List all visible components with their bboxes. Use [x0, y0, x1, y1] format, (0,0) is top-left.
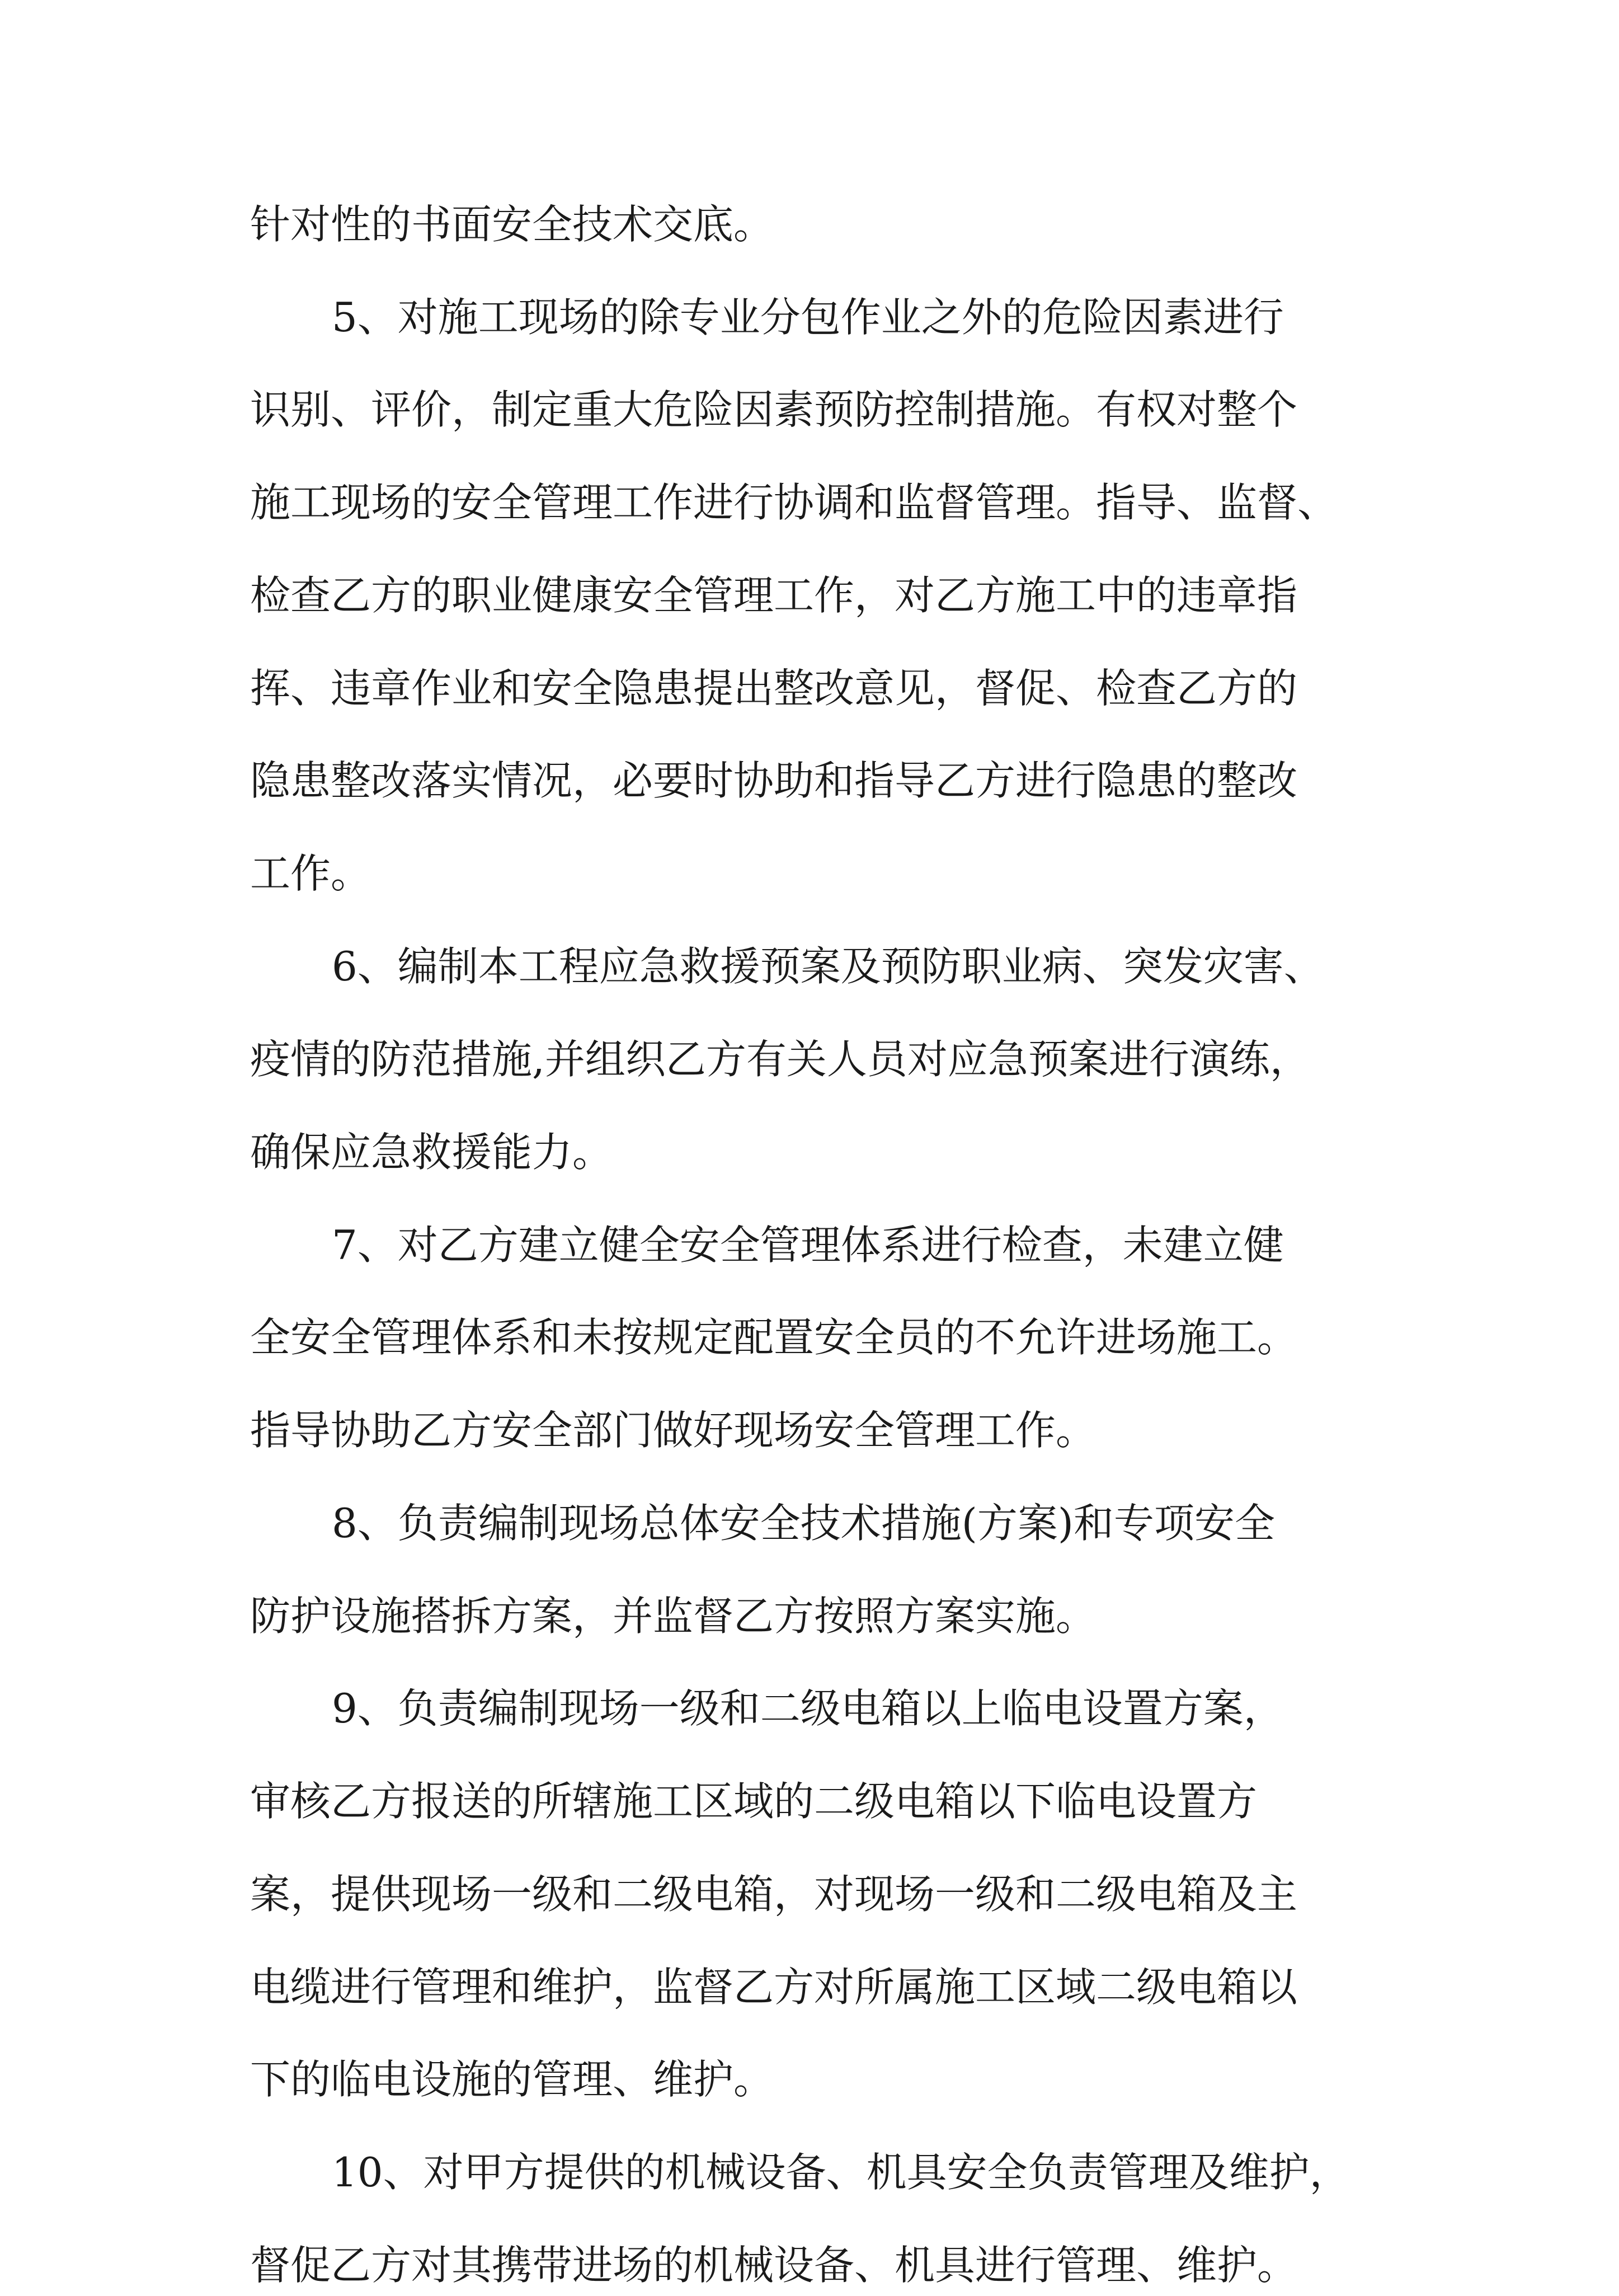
text-line [0, 1771, 1619, 1832]
line-text: 7、对乙方建立健全安全管理体系进行检查，未建立健 [332, 1222, 1284, 1269]
text-line [0, 379, 1619, 440]
line-text: 全安全管理体系和未按规定配置安全员的不允许进场施工。 [250, 1314, 1298, 1361]
line-text: 识别、评价，制定重大危险因素预防控制措施。有权对整个 [250, 386, 1298, 433]
text-line [0, 1307, 1619, 1368]
line-text: 针对性的书面安全技术交底。 [250, 201, 774, 248]
text-line [0, 750, 1619, 811]
line-text: 确保应急救援能力。 [250, 1129, 613, 1176]
text-line [0, 1121, 1619, 1183]
line-text: 施工现场的安全管理工作进行协调和监督管理。指导、监督、 [250, 479, 1338, 526]
text-line [0, 194, 1619, 255]
text-line [0, 2234, 1619, 2290]
text-line [0, 1029, 1619, 1090]
line-text: 案，提供现场一级和二级电箱，对现场一级和二级电箱及主 [250, 1871, 1298, 1918]
line-text: 防护设施搭拆方案，并监督乙方按照方案实施。 [250, 1593, 1096, 1640]
line-text: 8、负责编制现场总体安全技术措施(方案)和专项安全 [332, 1500, 1275, 1547]
line-text: 9、负责编制现场一级和二级电箱以上临电设置方案， [332, 1685, 1284, 1732]
text-line [0, 658, 1619, 719]
line-text: 10、对甲方提供的机械设备、机具安全负责管理及维护， [332, 2149, 1350, 2196]
text-line [0, 1214, 1619, 1276]
line-text: 6、编制本工程应急救援预案及预防职业病、突发灾害、 [332, 943, 1324, 990]
line-text: 检查乙方的职业健康安全管理工作，对乙方施工中的违章指 [250, 572, 1298, 619]
text-line [0, 1956, 1619, 2018]
line-text: 隐患整改落实情况，必要时协助和指导乙方进行隐患的整改 [250, 757, 1298, 804]
text-line [0, 1678, 1619, 1739]
text-line [0, 2142, 1619, 2203]
line-text: 督促乙方对其携带进场的机械设备、机具进行管理、维护。 [250, 2242, 1298, 2289]
text-line [0, 1400, 1619, 1461]
line-text: 疫情的防范措施,并组织乙方有关人员对应急预案进行演练， [250, 1036, 1310, 1083]
line-text: 审核乙方报送的所辖施工区域的二级电箱以下临电设置方 [250, 1778, 1258, 1825]
line-text: 指导协助乙方安全部门做好现场安全管理工作。 [250, 1407, 1096, 1454]
text-line [0, 1863, 1619, 1925]
line-text: 5、对施工现场的除专业分包作业之外的危险因素进行 [332, 294, 1284, 341]
text-line [0, 472, 1619, 533]
text-line [0, 2049, 1619, 2110]
line-text: 电缆进行管理和维护，监督乙方对所属施工区域二级电箱以 [250, 1964, 1298, 2011]
text-line [0, 936, 1619, 997]
text-line [0, 1585, 1619, 1647]
text-line [0, 565, 1619, 626]
text-line [0, 287, 1619, 348]
line-text: 挥、违章作业和安全隐患提出整改意见，督促、检查乙方的 [250, 665, 1298, 712]
text-line [0, 843, 1619, 904]
line-text: 工作。 [250, 850, 371, 897]
text-line [0, 1492, 1619, 1554]
line-text: 下的临电设施的管理、维护。 [250, 2056, 774, 2103]
